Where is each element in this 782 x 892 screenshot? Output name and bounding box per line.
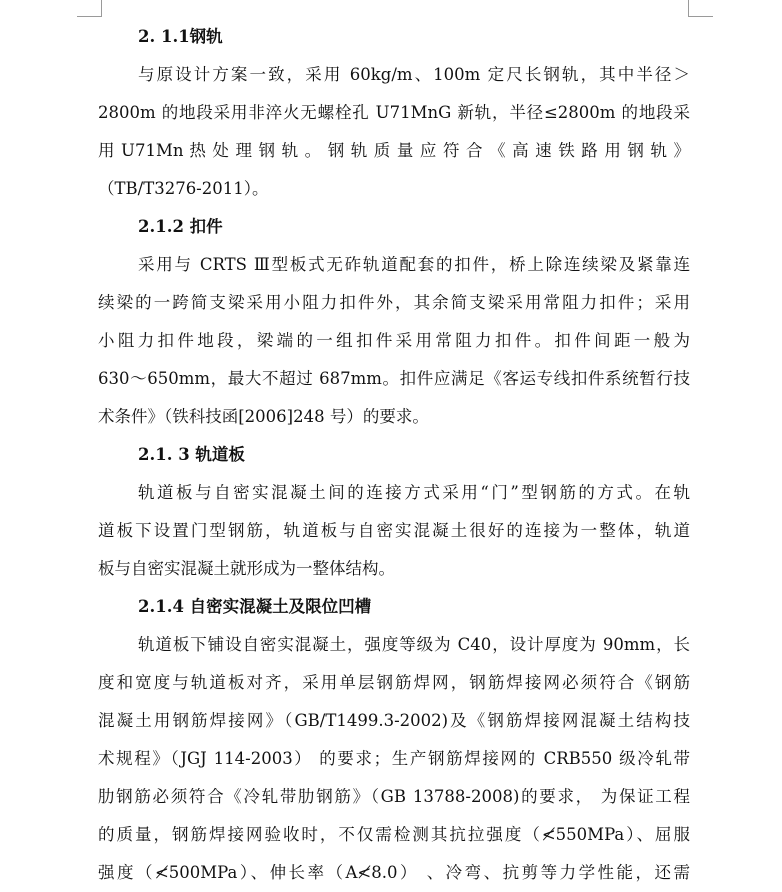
paragraph-line: 用 U71Mn 热 处 理 钢 轨 。 钢 轨 质 量 应 符 合 《 高 速 铁 路 用 钢 轨 》 <box>98 141 690 160</box>
paragraph-line: 术规程》（JGJ 114-2003） 的要求；生产钢筋焊接网的 CRB550 级冷轧带 <box>98 749 690 768</box>
paragraph-line: 2800m 的地段采用非淬火无螺栓孔 U71MnG 新轨，半径≤2800m 的地段采 <box>98 103 690 122</box>
paragraph-line: 小阻力扣件地段，梁端的一组扣件采用常阻力扣件。扣件间距一般为 <box>98 331 690 350</box>
paragraph-line: 混凝土用钢筋焊接网》（GB/T1499.3-2002)及《钢筋焊接网混凝土结构技 <box>98 711 690 730</box>
paragraph-line: （TB/T3276-2011）。 <box>98 179 269 198</box>
paragraph-line: 续梁的一跨简支梁采用小阻力扣件外，其余简支梁采用常阻力扣件；采用 <box>98 293 690 312</box>
paragraph-line: 道板下设置门型钢筋，轨道板与自密实混凝土很好的连接为一整体，轨道 <box>98 521 690 540</box>
page-corner-mark-right <box>688 0 713 17</box>
paragraph-line: 的质量，钢筋焊接网验收时，不仅需检测其抗拉强度（≮550MPa）、屈服 <box>98 825 690 844</box>
document-page <box>98 18 690 892</box>
paragraph-line: 强度（≮500MPa）、伸长率（A≮8.0） 、冷弯、抗剪等力学性能，还需 <box>98 863 690 882</box>
paragraph-line: 采用与 CRTS Ⅲ型板式无砟轨道配套的扣件，桥上除连续梁及紧靠连 <box>138 255 690 274</box>
paragraph-line: 板与自密实混凝土就形成为一整体结构。 <box>98 559 395 578</box>
paragraph-line: 轨道板下铺设自密实混凝土，强度等级为 C40，设计厚度为 90mm，长 <box>138 635 690 654</box>
paragraph-line: 术条件》（铁科技函[2006]248 号）的要求。 <box>98 407 429 426</box>
paragraph-line: 630～650mm，最大不超过 687mm。扣件应满足《客运专线扣件系统暂行技 <box>98 369 690 388</box>
page-corner-mark-left <box>77 0 102 17</box>
paragraph-line: 轨道板与自密实混凝土间的连接方式采用“门”型钢筋的方式。在轨 <box>138 483 690 502</box>
section-heading-fastener: 2.1.2 扣件 <box>138 217 223 236</box>
section-heading-scc-groove: 2.1.4 自密实混凝土及限位凹槽 <box>138 597 372 616</box>
paragraph-line: 与原设计方案一致，采用 60kg/m、100m 定尺长钢轨，其中半径＞ <box>138 65 690 84</box>
section-heading-rail: 2. 1.1钢轨 <box>138 27 223 46</box>
paragraph-line: 度和宽度与轨道板对齐，采用单层钢筋焊网，钢筋焊接网必须符合《钢筋 <box>98 673 690 692</box>
paragraph-line: 肋钢筋必须符合《冷轧带肋钢筋》（GB 13788-2008)的要求， 为保证工程 <box>98 787 690 806</box>
section-heading-track-slab: 2.1. 3 轨道板 <box>138 445 245 464</box>
